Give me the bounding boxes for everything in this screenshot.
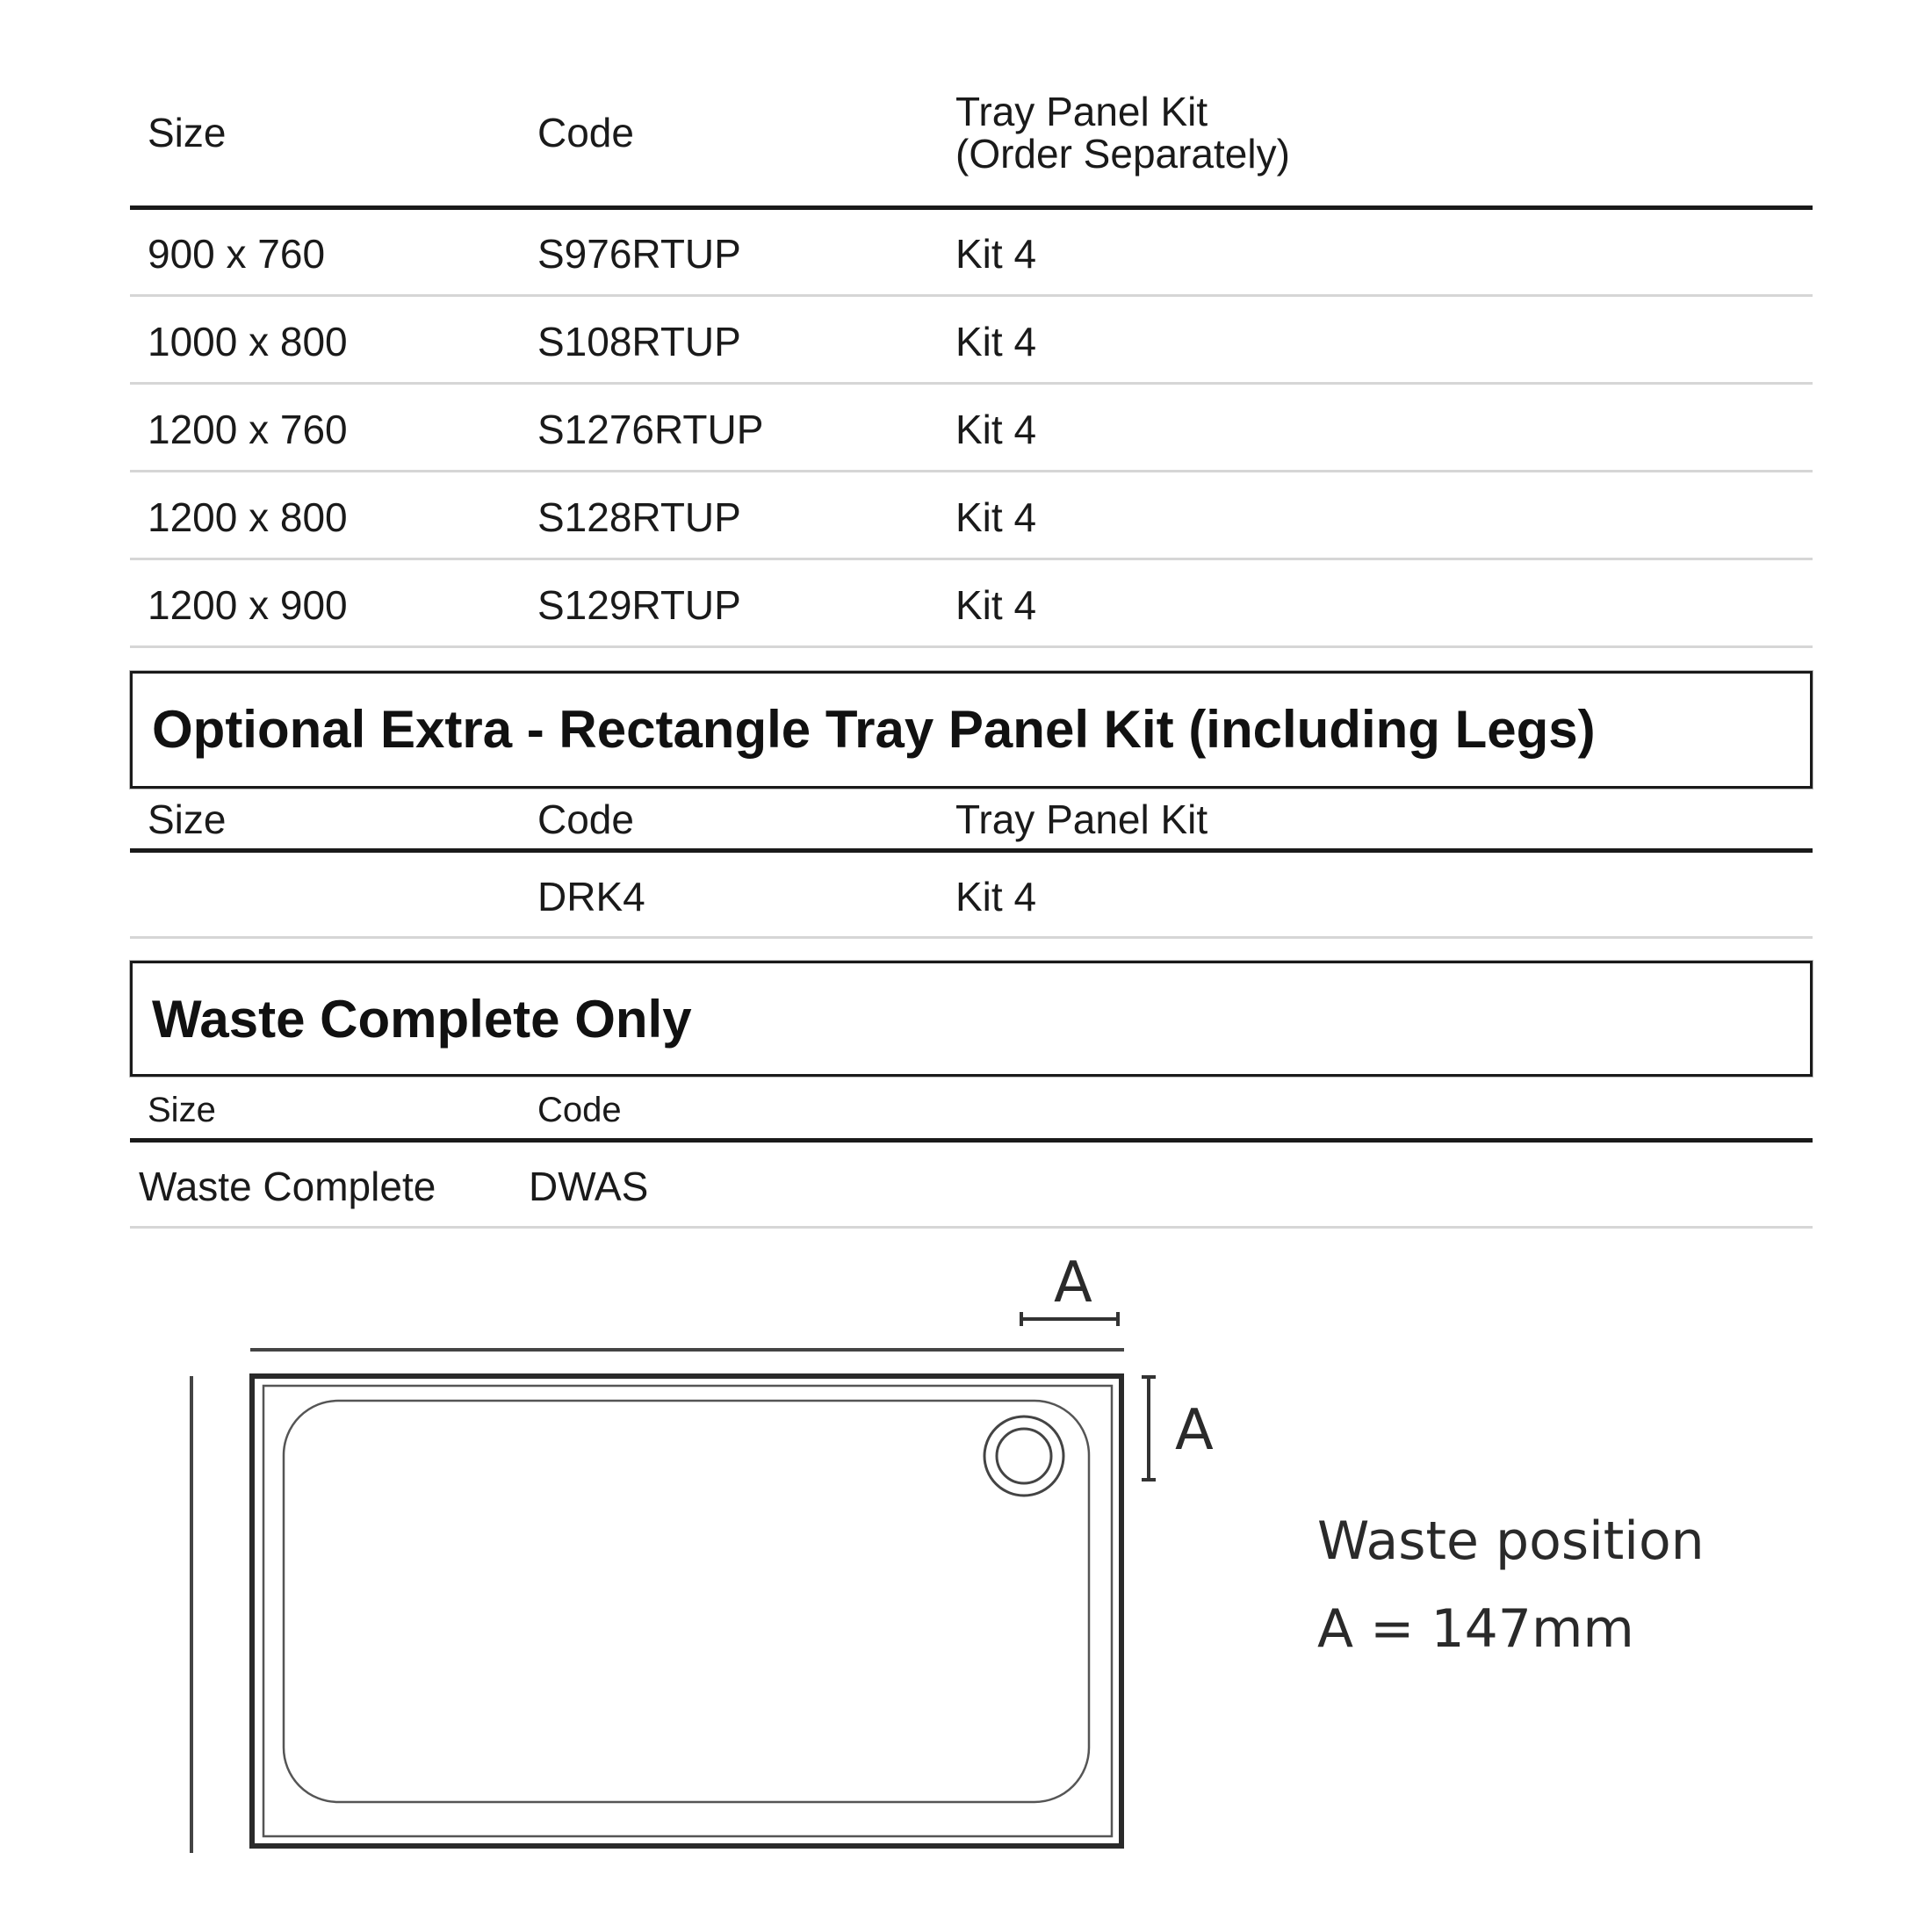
waste-row-size: Waste Complete xyxy=(139,1164,436,1209)
optional-header-divider xyxy=(130,848,1813,853)
shower-tray-diagram xyxy=(0,1229,1932,1932)
table-row-2-kit: Kit 4 xyxy=(955,319,1037,364)
table-row-5-kit: Kit 4 xyxy=(955,582,1037,628)
waste-header-size: Size xyxy=(148,1091,216,1129)
dimension-label-top: A xyxy=(1054,1251,1092,1316)
waste-row-code: DWAS xyxy=(529,1164,649,1209)
header-kit-line1: Tray Panel Kit xyxy=(955,89,1208,134)
waste-header-code: Code xyxy=(537,1091,622,1129)
table-row-3-code: S1276RTUP xyxy=(537,407,764,452)
row-divider xyxy=(130,645,1813,648)
row-divider xyxy=(130,1226,1813,1229)
table-row-4-kit: Kit 4 xyxy=(955,494,1037,540)
waste-header-divider xyxy=(130,1138,1813,1143)
header-code: Code xyxy=(537,110,634,155)
table-row-3-kit: Kit 4 xyxy=(955,407,1037,452)
header-divider xyxy=(130,205,1813,210)
table-row-5-code: S129RTUP xyxy=(537,582,741,628)
optional-extra-title: Optional Extra - Rectangle Tray Panel Kit (including Legs) xyxy=(152,700,1596,759)
row-divider xyxy=(130,470,1813,472)
dimension-label-side: A xyxy=(1175,1398,1214,1463)
table-row-4-size: 1200 x 800 xyxy=(148,494,348,540)
waste-title: Waste Complete Only xyxy=(152,990,692,1049)
header-kit-line2: (Order Separately) xyxy=(955,131,1290,177)
waste-position-value: A = 147mm xyxy=(1317,1598,1634,1660)
waste-title-box xyxy=(130,961,1813,1077)
table-row-5-size: 1200 x 900 xyxy=(148,582,348,628)
tray-outer-edge xyxy=(252,1376,1121,1846)
table-row-2-size: 1000 x 800 xyxy=(148,319,348,364)
row-divider xyxy=(130,558,1813,560)
waste-position-caption: Waste position xyxy=(1317,1510,1705,1572)
tray-basin xyxy=(284,1401,1089,1802)
optional-header-kit: Tray Panel Kit xyxy=(955,797,1208,842)
header-size: Size xyxy=(148,110,227,155)
row-divider xyxy=(130,936,1813,939)
table-row-2-code: S108RTUP xyxy=(537,319,741,364)
table-row-3-size: 1200 x 760 xyxy=(148,407,348,452)
table-row-1-size: 900 x 760 xyxy=(148,231,326,277)
optional-header-size: Size xyxy=(148,797,227,842)
table-row-4-code: S128RTUP xyxy=(537,494,741,540)
optional-extra-title-box xyxy=(130,671,1813,789)
optional-row-code: DRK4 xyxy=(537,874,645,919)
row-divider xyxy=(130,382,1813,385)
optional-row-kit: Kit 4 xyxy=(955,874,1037,919)
row-divider xyxy=(130,294,1813,297)
table-row-1-code: S976RTUP xyxy=(537,231,741,277)
optional-header-code: Code xyxy=(537,797,634,842)
table-row-1-kit: Kit 4 xyxy=(955,231,1037,277)
